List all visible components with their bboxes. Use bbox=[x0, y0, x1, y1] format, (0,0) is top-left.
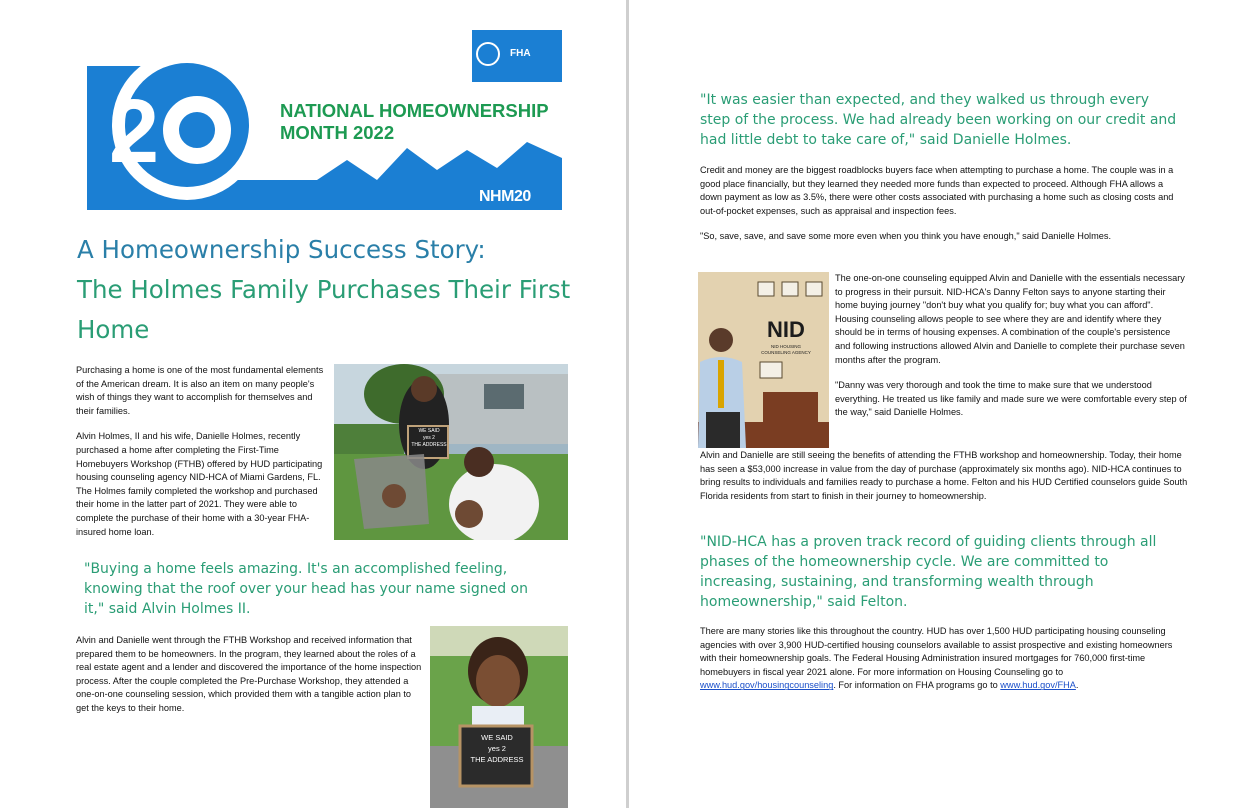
nid-sign-caption bbox=[748, 344, 824, 356]
workshop-text bbox=[76, 634, 422, 728]
title-line-1: A Homeownership Success Story: bbox=[77, 235, 486, 264]
paragraph-5: "So, save, save, and save some more even when you think you have enough," said Danielle Holmes. bbox=[700, 231, 1112, 242]
banner-title bbox=[280, 100, 560, 144]
quote-danielle-1: "It was easier than expected, and they walked us through every step of the process. We had already been working on our credit and had little debt to take care of," said Danielle Holmes. bbox=[700, 92, 1177, 148]
hud-seal-icon bbox=[476, 42, 500, 66]
paragraph-8: Alvin and Danielle are still seeing the benefits of attending the FTHB workshop and homeownership. Today, their home has seen a $53,000 increase in value from the day of purchase (approximately six months ago). NID-HCA continues to bring results to individuals and families ready to purchase a home. Felton and his HUD Certified counselors guide South Florida residents from start to finish in their journey to homeownership. bbox=[700, 450, 1188, 501]
child-sign-line3: THE ADDRESS bbox=[470, 755, 524, 764]
paragraph-3: Alvin and Danielle went through the FTHB Workshop and received information that prepared them to be homeowners. In the program, they learned about the roles of a real estate agent and a lender and discovered the importance of the home inspection process. After the couple completed the Pre-Purchase Workshop, they attended a one-on-one counseling session, which provided them with a tangible action plan to get the keys to their home. bbox=[76, 635, 422, 713]
family-sign-line2: yes 2 bbox=[423, 435, 435, 441]
child-sign-line2: yes 2 bbox=[488, 744, 506, 753]
paragraph-9-part-c: . bbox=[1075, 680, 1079, 691]
quote-felton: "NID-HCA has a proven track record of guiding clients through all phases of the homeownership cycle. We are committed to increasing, sustaining, and transforming wealth through homeownership," said Felton. bbox=[700, 534, 1157, 610]
nid-sign-caption-line2: COUNSELING AGENCY bbox=[761, 350, 811, 355]
banner-title-line1: NATIONAL HOMEOWNERSHIP bbox=[280, 100, 549, 121]
family-photo bbox=[334, 364, 568, 540]
paragraph-4: Credit and money are the biggest roadblocks buyers face when attempting to purchase a home. The couple was in a good place financially, but they learned they needed more funds than expected to proceed. Although FHA allows a down payment as low as 3.5%, there were other costs associated with purchasing a home such as closing costs and out-of-pocket expenses, such as appraisal and inspection fees. bbox=[700, 165, 1174, 216]
counselor-photo bbox=[698, 272, 829, 448]
document-page-right bbox=[629, 0, 1250, 808]
family-sign-line3: THE ADDRESS bbox=[411, 442, 447, 448]
paragraph-2: Alvin Holmes, II and his wife, Danielle Holmes, recently purchased a home after completing the First-Time Homebuyers Workshop (FTHB) offered by HUD participating housing counseling agency NID-HCA of Miami Gardens, FL. The Holmes family completed the workshop and purchased their home in the latter part of 2021. They were able to complete the purchase of their home with a 30-year FHA-insured home loan. bbox=[76, 431, 323, 537]
quote-alvin: "Buying a home feels amazing. It's an accomplished feeling, knowing that the roof over your head has your name signed on it," said Alvin Holmes II. bbox=[84, 561, 528, 617]
housing-counseling-link[interactable]: www.hud.gov/housingcounseling bbox=[700, 680, 834, 691]
family-sign-line1: WE SAID bbox=[418, 428, 440, 434]
closing-text bbox=[700, 625, 1188, 705]
nid-sign: NID bbox=[767, 317, 805, 342]
banner-title-line2: MONTH 2022 bbox=[280, 122, 395, 143]
child-sign bbox=[466, 732, 528, 765]
article-title bbox=[77, 230, 577, 350]
counseling-text bbox=[835, 272, 1187, 432]
paragraph-7: "Danny was very thorough and took the time to make sure that we understood everything. He treated us like family and made sure we were comfortable every step of the way," said Danielle Holmes. bbox=[835, 380, 1187, 418]
results-text bbox=[700, 449, 1188, 515]
family-sign bbox=[410, 428, 448, 449]
intro-text bbox=[76, 364, 324, 551]
nhm-banner bbox=[87, 30, 562, 210]
fha-programs-link[interactable]: www.hud.gov/FHA bbox=[1000, 680, 1076, 691]
credit-text bbox=[700, 164, 1182, 256]
paragraph-9-part-a: There are many stories like this throughout the country. HUD has over 1,500 HUD participating housing counseling agencies with over 3,900 HUD-certified housing counselors available to assist prospective and existing homeowners with their homeownership goals. The Federal Housing Administration insured mortgages for 760,000 first-time homebuyers in fiscal year 2021 alone. For more information on Housing Counseling go to bbox=[700, 626, 1173, 677]
nhm20-logo: NHM20 bbox=[479, 188, 531, 205]
fha-logo: FHA bbox=[510, 48, 531, 59]
title-line-2: The Holmes Family Purchases Their First bbox=[77, 275, 571, 304]
paragraph-9 bbox=[700, 625, 1188, 693]
child-sign-line1: WE SAID bbox=[481, 733, 513, 742]
child-photo bbox=[430, 626, 568, 808]
paragraph-6: The one-on-one counseling equipped Alvin and Danielle with the essentials necessary to progress in their pursuit. NID-HCA's Danny Felton says to anyone starting their home buying journey "don't buy what you qualify for; buy what you can afford". Housing counseling allows people to see where they are and identify where they should be in terms of housing expenses. A combination of the couple's persistence and following instructions allowed Alvin and Danielle to complete their purchase seven months after the program. bbox=[835, 273, 1185, 365]
paragraph-1: Purchasing a home is one of the most fundamental elements of the American dream. It is also an item on many people's wish of things they want to accomplish for themselves and their families. bbox=[76, 365, 324, 416]
title-line-3: Home bbox=[77, 315, 150, 344]
nid-sign-caption-line1: NID HOUSING bbox=[770, 344, 801, 349]
svg-text:2: 2 bbox=[109, 82, 160, 182]
paragraph-9-part-b: . For information on FHA programs go to bbox=[833, 680, 1001, 691]
